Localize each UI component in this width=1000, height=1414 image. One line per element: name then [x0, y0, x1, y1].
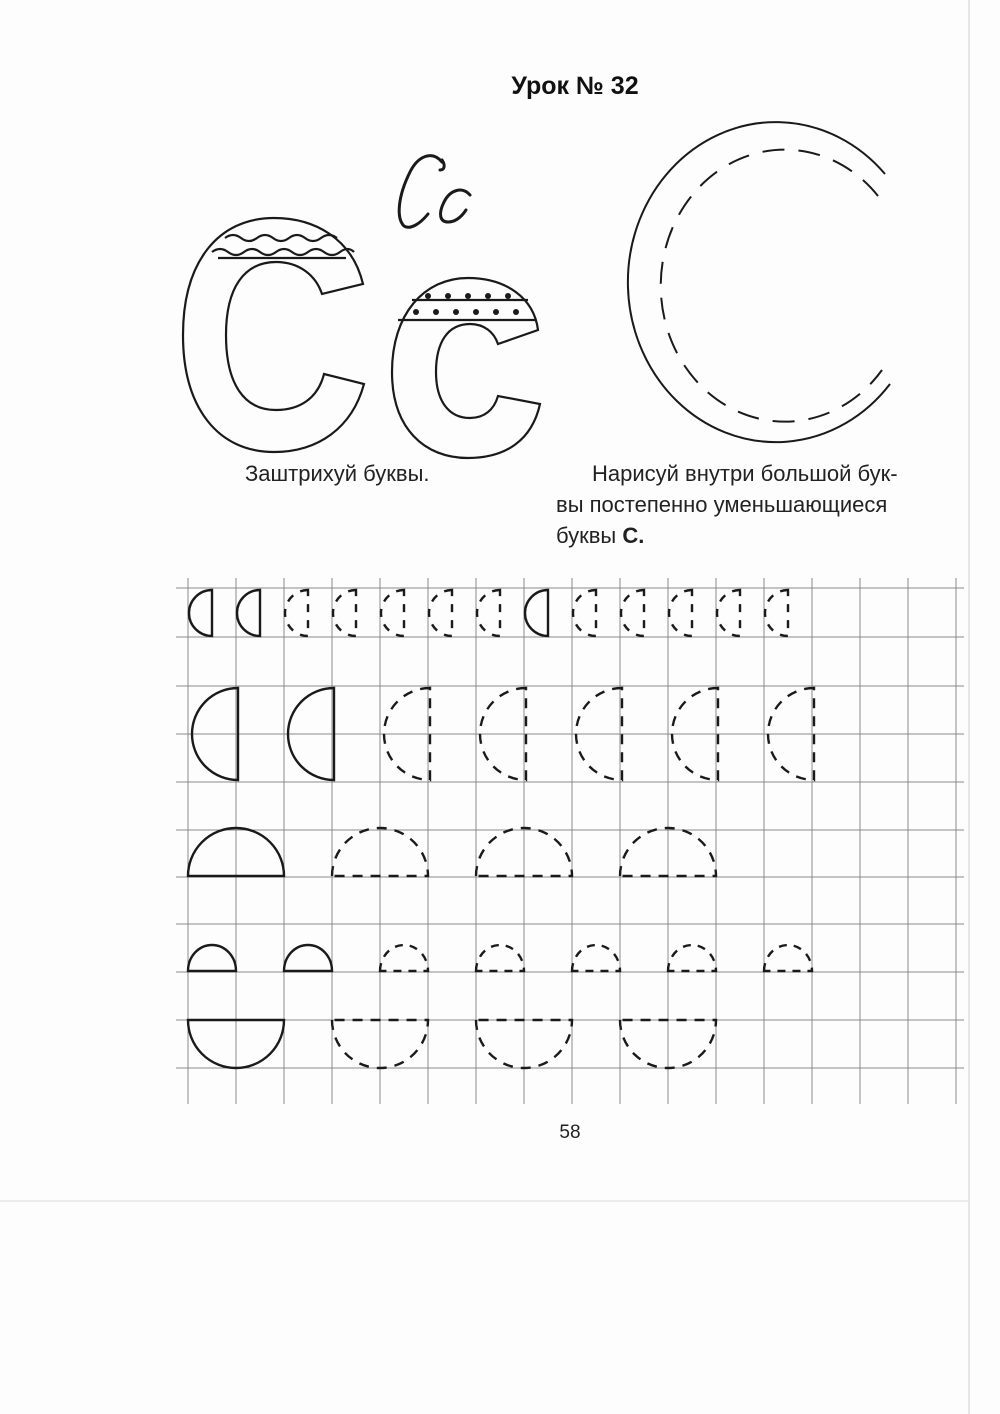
half-circle-shape	[285, 590, 308, 636]
instruction-line-prefix: буквы	[556, 523, 623, 548]
half-circle-shape	[764, 945, 812, 971]
half-circle-shape	[333, 590, 356, 636]
half-circle-shape	[189, 590, 212, 636]
cursive-letters-icon	[399, 156, 470, 228]
big-letter-c-outline-icon	[183, 218, 364, 452]
half-circle-shape	[669, 590, 692, 636]
half-circle-shape	[381, 590, 404, 636]
shade-instruction: Заштрихуй буквы.	[245, 461, 430, 486]
half-circle-shape	[573, 590, 596, 636]
tracing-shapes	[188, 590, 814, 1068]
small-letter-c-outline-icon	[392, 278, 540, 458]
half-circle-shape	[717, 590, 740, 636]
half-circle-shape	[765, 590, 788, 636]
half-circle-shape	[477, 590, 500, 636]
page-number: 58	[559, 1122, 581, 1143]
half-circle-shape	[621, 590, 644, 636]
half-circle-shape	[237, 590, 260, 636]
large-tracing-letter-c-icon	[628, 122, 890, 442]
letter-c-emphasis: С.	[622, 523, 645, 548]
half-circle-shape	[572, 945, 620, 971]
instruction-line: Нарисуй внутри большой бук-	[592, 461, 898, 486]
dot-pattern-icon	[413, 293, 519, 315]
half-circle-shape	[476, 945, 524, 971]
half-circle-shape	[284, 945, 332, 971]
draw-inside-instruction	[556, 458, 968, 551]
lesson-title: Урок № 32	[511, 72, 639, 100]
half-circle-shape	[668, 945, 716, 971]
instruction-line	[556, 520, 968, 551]
instruction-line: вы постепенно уменьшающиеся	[556, 492, 888, 517]
half-circle-shape	[429, 590, 452, 636]
half-circle-shape	[525, 590, 548, 636]
half-circle-shape	[380, 945, 428, 971]
tracing-grid	[176, 578, 964, 1104]
half-circle-shape	[188, 945, 236, 971]
